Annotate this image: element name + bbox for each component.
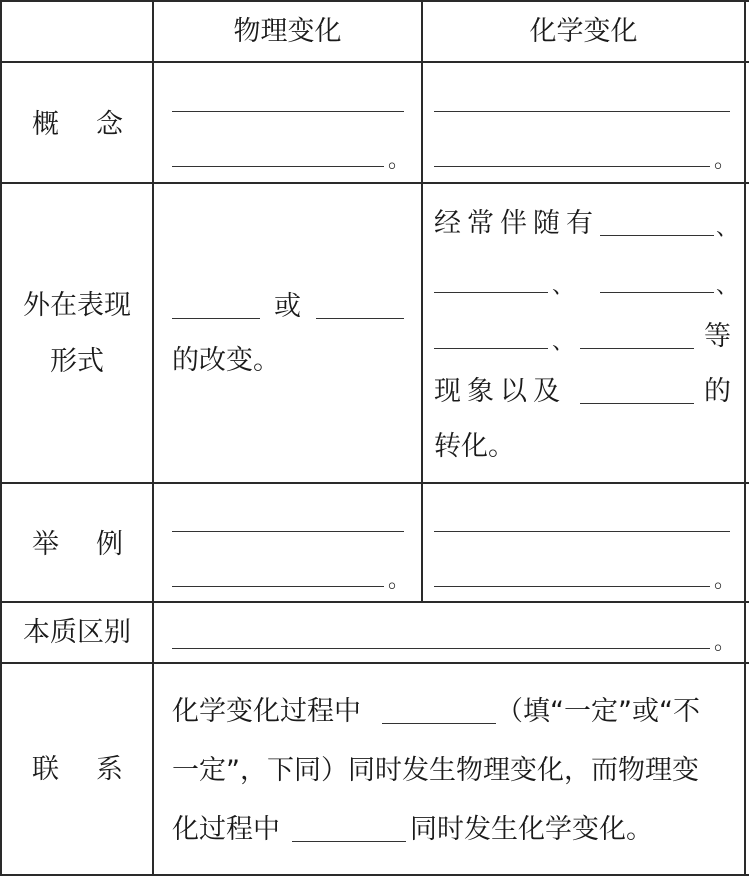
table-column-rule-1 (152, 0, 154, 876)
chemical-appearance-punct-4: 、 (552, 330, 575, 355)
period: 。 (714, 630, 737, 655)
blank-chemical-appearance-5 (580, 348, 694, 349)
blank-physical-example-2 (172, 586, 384, 587)
row-label-relation-b: 系 (96, 754, 123, 785)
chemical-appearance-punct-1: 、 (716, 216, 739, 241)
chemical-appearance-punct-3: 、 (716, 274, 739, 299)
header-chemical-change: 化学变化 (529, 16, 638, 47)
row-label-appearance-2: 形式 (50, 346, 104, 377)
table-border-right (744, 0, 746, 876)
blank-physical-appearance-2 (316, 318, 404, 319)
row-label-essence: 本质区别 (23, 617, 131, 648)
blank-physical-example-1 (172, 531, 404, 532)
blank-chemical-appearance-3 (600, 292, 714, 293)
row-label-example-a: 举 (32, 529, 59, 560)
table-column-rule-2a (421, 0, 423, 603)
row-label-relation-a: 联 (32, 754, 59, 785)
row-label-concept-a: 概 (32, 109, 59, 140)
blank-physical-concept-1 (172, 111, 404, 112)
blank-physical-appearance-1 (172, 318, 260, 319)
relation-line2: 一定”，下同）同时发生物理变化，而物理变 (172, 755, 699, 786)
blank-chemical-concept-1 (434, 111, 730, 112)
relation-line1-head: 化学变化过程中 (172, 696, 361, 727)
table-rule-appearance (0, 482, 749, 484)
period: 。 (388, 568, 411, 593)
table-border-bottom (0, 874, 749, 876)
blank-chemical-concept-2 (434, 166, 710, 167)
table-border-top (0, 0, 749, 2)
blank-chemical-appearance-6 (580, 403, 694, 404)
relation-line3-head: 化过程中 (172, 814, 280, 845)
blank-essence (172, 648, 710, 649)
row-label-example-b: 例 (96, 529, 123, 560)
table-rule-concept (0, 182, 749, 184)
period: 。 (388, 148, 411, 173)
table-border-left (0, 0, 2, 876)
chemical-appearance-deng: 等 (704, 321, 731, 352)
blank-relation-2 (292, 841, 406, 842)
physical-appearance-or: 或 (274, 291, 301, 322)
chemical-appearance-punct-2: 、 (552, 274, 575, 299)
row-label-concept-b: 念 (96, 109, 123, 140)
table-rule-example (0, 601, 749, 603)
physical-appearance-tail: 的改变。 (172, 345, 280, 376)
blank-relation-1 (382, 723, 496, 724)
relation-line1-tail: （填“一定”或“不 (496, 696, 700, 727)
blank-chemical-appearance-1 (600, 235, 714, 236)
period: 。 (714, 148, 737, 173)
period: 。 (714, 568, 737, 593)
blank-chemical-example-2 (434, 586, 710, 587)
table-rule-essence (0, 662, 749, 664)
blank-chemical-appearance-2 (434, 292, 548, 293)
chemical-appearance-line4-head: 现象以及 (434, 376, 566, 407)
blank-physical-concept-2 (172, 166, 384, 167)
relation-line3-tail: 同时发生化学变化。 (410, 814, 653, 845)
chemical-appearance-line5: 转化。 (434, 431, 515, 462)
header-physical-change: 物理变化 (233, 16, 342, 47)
chemical-appearance-line4-tail: 的 (704, 376, 731, 407)
blank-chemical-example-1 (434, 531, 730, 532)
blank-chemical-appearance-4 (434, 348, 548, 349)
table-rule-header (0, 61, 749, 63)
row-label-appearance-1: 外在表现 (23, 290, 131, 321)
chemical-appearance-line1: 经常伴随有 (434, 208, 599, 239)
